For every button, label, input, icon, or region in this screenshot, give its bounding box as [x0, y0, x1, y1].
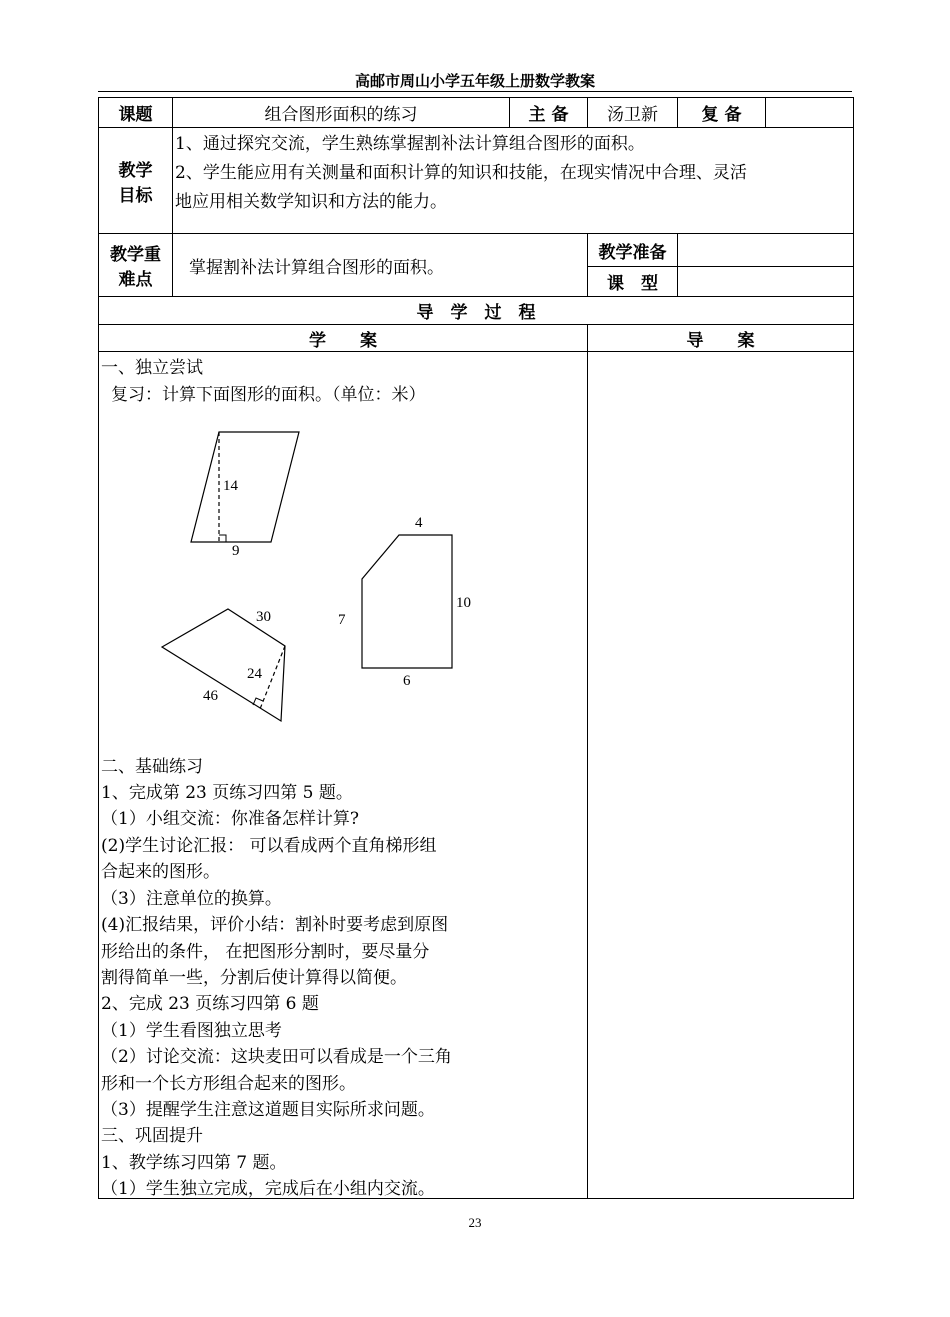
consolidation-item-1: 1、教学练习四第 7 题。	[101, 1153, 287, 1173]
consolidation-item-1-1: （1）学生独立完成，完成后在小组内交流。	[101, 1179, 435, 1199]
triangle-base-label: 46	[203, 688, 218, 704]
objectives-label-line1: 教学	[118, 160, 153, 181]
review-value	[766, 98, 854, 128]
objectives-content	[173, 128, 854, 234]
section-3-title: 三、巩固提升	[101, 1126, 203, 1146]
teacher-plan-content	[588, 352, 854, 1199]
objective-line-3: 地应用相关数学知识和方法的能力。	[175, 192, 447, 212]
geometry-figures	[99, 352, 510, 752]
practice-item-2-2a: （2）讨论交流：这块麦田可以看成是一个三角	[101, 1047, 452, 1067]
practice-item-1-3: （3）注意单位的换算。	[101, 889, 282, 909]
objective-line-2: 2、学生能应用有关测量和面积计算的知识和技能，在现实情况中合理、灵活	[175, 163, 747, 183]
lesson-type-value	[678, 267, 854, 297]
pentagon-top-label: 4	[415, 515, 423, 531]
topic-label: 课题	[99, 98, 173, 128]
objectives-label-line2: 目标	[118, 185, 153, 206]
student-plan-content	[99, 352, 588, 1199]
practice-item-2-1: （1）学生看图独立思考	[101, 1021, 282, 1041]
section-2-title: 二、基础练习	[101, 757, 203, 777]
key-points-label-line1: 教学重	[110, 245, 161, 265]
pentagon-shape	[362, 535, 452, 668]
practice-item-2-3: （3）提醒学生注意这道题目实际所求问题。	[101, 1100, 435, 1120]
key-points-label-line2: 难点	[118, 270, 153, 290]
header-rule	[98, 91, 852, 92]
lead-teacher-label: 主 备	[510, 98, 588, 128]
parallelogram-height-label: 14	[223, 478, 238, 494]
process-title: 导 学 过 程	[99, 297, 854, 325]
page-number: 23	[468, 1215, 482, 1230]
practice-item-1-4b: 形给出的条件， 在把图形分割时，要尽量分	[101, 942, 430, 962]
practice-item-2: 2、完成 23 页练习四第 6 题	[101, 994, 319, 1014]
teacher-plan-head: 导 案	[588, 325, 854, 352]
triangle-height-label: 24	[247, 666, 262, 682]
triangle-height-line	[260, 646, 285, 709]
topic-value: 组合图形面积的练习	[173, 98, 510, 128]
lesson-plan-table	[98, 97, 854, 1199]
review-label: 复 备	[678, 98, 766, 128]
triangle-shape	[162, 609, 285, 721]
review-instruction: 复习：计算下面图形的面积。（单位：米）	[111, 385, 426, 405]
document-header-title: 高邮市周山小学五年级上册数学教案	[354, 72, 595, 90]
practice-item-1-1: （1）小组交流：你准备怎样计算?	[101, 809, 359, 829]
parallelogram-shape	[191, 432, 299, 542]
right-angle-mark	[219, 535, 226, 542]
practice-item-1-4a: (4)汇报结果，评价小结：割补时要考虑到原图	[101, 915, 449, 935]
pentagon-right-label: 10	[456, 595, 471, 611]
practice-item-1-2a: (2)学生讨论汇报： 可以看成两个直角梯形组	[101, 836, 437, 856]
key-points-label	[99, 234, 173, 297]
section-1-title: 一、独立尝试	[101, 358, 203, 378]
prep-label: 教学准备	[588, 234, 678, 267]
prep-value	[678, 234, 854, 267]
objective-line-1: 1、通过探究交流，学生熟练掌握割补法计算组合图形的面积。	[175, 134, 645, 154]
practice-item-1-2b: 合起来的图形。	[101, 862, 220, 882]
lesson-type-label: 课 型	[588, 267, 678, 297]
lead-teacher-value: 汤卫新	[588, 98, 678, 128]
objectives-label	[99, 128, 173, 234]
practice-item-1: 1、完成第 23 页练习四第 5 题。	[101, 783, 353, 803]
pentagon-left-label: 7	[338, 612, 346, 628]
practice-item-1-4c: 割得简单一些，分割后使计算得以简便。	[101, 968, 407, 988]
pentagon-bottom-label: 6	[403, 673, 411, 689]
key-points-value: 掌握割补法计算组合图形的面积。	[173, 234, 588, 297]
practice-item-2-2b: 形和一个长方形组合起来的图形。	[101, 1074, 356, 1094]
parallelogram-base-label: 9	[232, 543, 240, 559]
triangle-side-label: 30	[256, 609, 271, 625]
student-plan-head: 学 案	[99, 325, 588, 352]
